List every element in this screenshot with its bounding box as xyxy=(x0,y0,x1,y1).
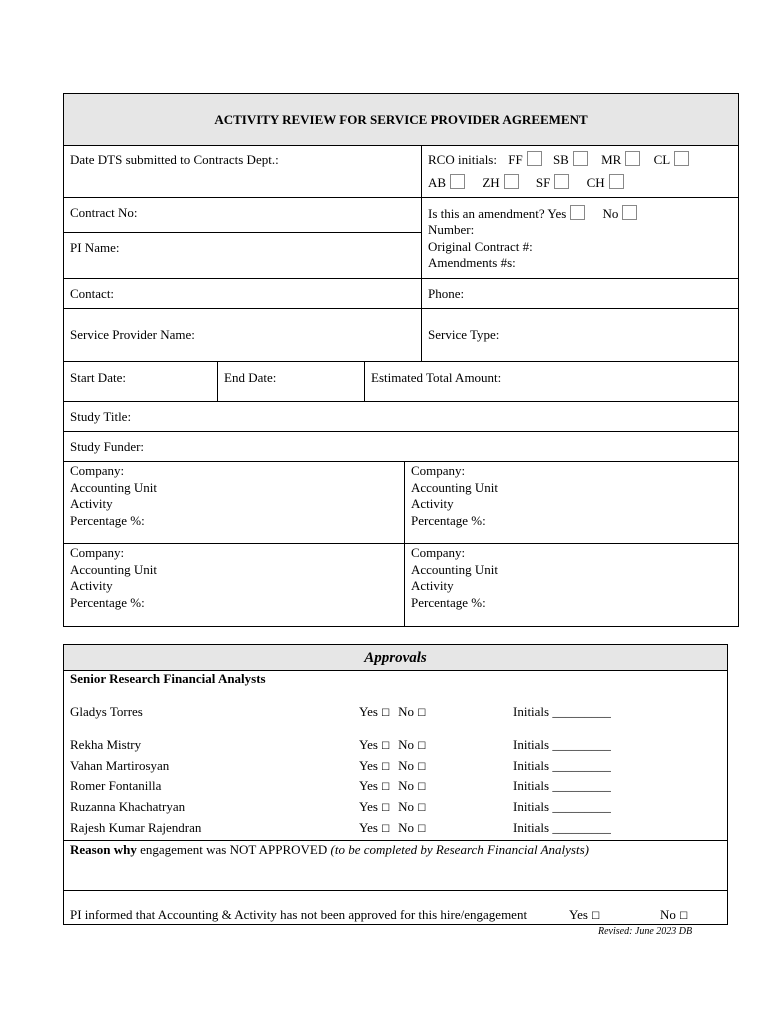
service-provider-name-label: Service Provider Name: xyxy=(70,327,195,342)
rco-label: RCO initials: xyxy=(428,152,497,167)
yes-label: Yes xyxy=(359,778,378,793)
rco-ch-label: CH xyxy=(586,175,605,190)
approvals-subtitle: Senior Research Financial Analysts xyxy=(70,671,266,686)
rco-sf-checkbox[interactable] xyxy=(554,174,569,189)
activity-review-form xyxy=(63,93,739,627)
initials-field[interactable]: Initials _________ xyxy=(513,778,611,793)
rco-ch-checkbox[interactable] xyxy=(609,174,624,189)
no-label: No xyxy=(398,778,415,793)
accounting-unit-label: Accounting Unit xyxy=(70,479,158,495)
analyst-name: Gladys Torres xyxy=(70,704,143,719)
company-label: Company: xyxy=(70,545,125,560)
phone-label: Phone: xyxy=(428,286,465,301)
rco-zh-label: ZH xyxy=(482,175,500,190)
no-checkbox[interactable]: ☐ xyxy=(417,708,427,719)
analyst-name: Rajesh Kumar Rajendran xyxy=(70,820,202,835)
initials-field[interactable]: Initials _________ xyxy=(513,737,611,752)
pi-name-label: PI Name: xyxy=(70,240,120,255)
no-label: No xyxy=(398,799,415,814)
service-type-label: Service Type: xyxy=(428,327,500,342)
analyst-name: Rekha Mistry xyxy=(70,737,142,752)
date-dts-label: Date DTS submitted to Contracts Dept.: xyxy=(70,152,279,167)
reason-line xyxy=(70,842,589,858)
yes-no-options xyxy=(359,778,426,796)
rco-initials-row1 xyxy=(428,151,689,168)
yes-label: Yes xyxy=(359,799,378,814)
company-block-3 xyxy=(70,545,157,611)
contract-no-label: Contract No: xyxy=(70,205,138,220)
yes-no-options xyxy=(359,737,426,755)
no-label: No xyxy=(398,704,415,719)
company-block-1 xyxy=(70,463,157,529)
yes-no-options xyxy=(359,820,426,838)
rco-initials-row2 xyxy=(428,174,624,191)
estimated-total-label: Estimated Total Amount: xyxy=(371,370,502,385)
pi-no-checkbox[interactable]: ☐ xyxy=(679,911,689,922)
rco-sb-label: SB xyxy=(552,152,569,167)
yes-checkbox[interactable]: ☐ xyxy=(381,741,391,752)
yes-checkbox[interactable]: ☐ xyxy=(381,803,391,814)
no-label: No xyxy=(398,737,415,752)
pi-informed-yes[interactable] xyxy=(569,907,600,925)
yes-no-options xyxy=(359,704,426,722)
initials-field[interactable]: Initials _________ xyxy=(513,704,611,719)
amendment-yes-checkbox[interactable] xyxy=(570,205,585,220)
no-checkbox[interactable]: ☐ xyxy=(417,741,427,752)
activity-label: Activity xyxy=(70,496,113,511)
amendment-no-label: No xyxy=(602,206,619,221)
rco-sf-label: SF xyxy=(535,175,551,190)
activity-label: Activity xyxy=(411,578,454,593)
yes-no-options xyxy=(359,758,426,776)
rco-ff-label: FF xyxy=(508,152,523,167)
no-checkbox[interactable]: ☐ xyxy=(417,782,427,793)
rco-cl-label: CL xyxy=(653,152,671,167)
pi-informed-no[interactable] xyxy=(660,907,688,925)
approvals-title: Approvals xyxy=(364,650,427,666)
percentage-label: Percentage %: xyxy=(70,594,145,610)
company-block-4 xyxy=(411,545,498,611)
initials-field[interactable]: Initials _________ xyxy=(513,820,611,835)
percentage-label: Percentage %: xyxy=(411,594,486,610)
activity-label: Activity xyxy=(411,496,454,511)
no-checkbox[interactable]: ☐ xyxy=(417,824,427,835)
reason-text: engagement was NOT APPROVED xyxy=(140,842,328,857)
company-label: Company: xyxy=(70,463,125,478)
rco-ab-label: AB xyxy=(428,175,447,190)
yes-no-options xyxy=(359,799,426,817)
no-label: No xyxy=(398,820,415,835)
accounting-unit-label: Accounting Unit xyxy=(411,561,499,577)
pi-yes-label: Yes xyxy=(569,907,588,922)
percentage-label: Percentage %: xyxy=(411,512,486,528)
amendments-label: Amendments #s: xyxy=(428,255,516,270)
rco-sb-checkbox[interactable] xyxy=(573,151,588,166)
yes-label: Yes xyxy=(359,737,378,752)
pi-no-label: No xyxy=(660,907,676,922)
analyst-name: Romer Fontanilla xyxy=(70,778,162,793)
form-title: ACTIVITY REVIEW FOR SERVICE PROVIDER AGREEMENT xyxy=(214,112,588,127)
pi-yes-checkbox[interactable]: ☐ xyxy=(591,911,601,922)
study-funder-label: Study Funder: xyxy=(70,439,145,454)
original-contract-label: Original Contract #: xyxy=(428,238,533,254)
rco-zh-checkbox[interactable] xyxy=(504,174,519,189)
analyst-name: Ruzanna Khachatryan xyxy=(70,799,186,814)
company-label: Company: xyxy=(411,545,466,560)
activity-label: Activity xyxy=(70,578,113,593)
pi-informed-text: PI informed that Accounting & Activity has not been approved for this hire/engagement xyxy=(70,907,528,922)
initials-field[interactable]: Initials _________ xyxy=(513,799,611,814)
yes-label: Yes xyxy=(359,758,378,773)
amendment-no-checkbox[interactable] xyxy=(622,205,637,220)
amendment-question xyxy=(428,205,637,222)
rco-cl-checkbox[interactable] xyxy=(674,151,689,166)
end-date-label: End Date: xyxy=(224,370,277,385)
company-block-2 xyxy=(411,463,498,529)
yes-checkbox[interactable]: ☐ xyxy=(381,762,391,773)
no-checkbox[interactable]: ☐ xyxy=(417,762,427,773)
no-checkbox[interactable]: ☐ xyxy=(417,803,427,814)
accounting-unit-label: Accounting Unit xyxy=(411,479,499,495)
amendment-yes-label: Is this an amendment? Yes xyxy=(428,206,567,221)
start-date-label: Start Date: xyxy=(70,370,126,385)
no-label: No xyxy=(398,758,415,773)
amendment-details xyxy=(428,222,533,272)
rco-ff-checkbox[interactable] xyxy=(527,151,542,166)
rco-mr-label: MR xyxy=(601,152,622,167)
rco-mr-checkbox[interactable] xyxy=(625,151,640,166)
study-title-label: Study Title: xyxy=(70,409,132,424)
initials-field[interactable]: Initials _________ xyxy=(513,758,611,773)
yes-label: Yes xyxy=(359,820,378,835)
yes-checkbox[interactable]: ☐ xyxy=(381,782,391,793)
reason-italic: (to be completed by Research Financial Analysts) xyxy=(330,842,589,857)
number-label: Number: xyxy=(428,222,475,237)
rco-ab-checkbox[interactable] xyxy=(450,174,465,189)
reason-bold: Reason why xyxy=(70,842,137,857)
yes-checkbox[interactable]: ☐ xyxy=(381,708,391,719)
accounting-unit-label: Accounting Unit xyxy=(70,561,158,577)
yes-checkbox[interactable]: ☐ xyxy=(381,824,391,835)
analyst-name: Vahan Martirosyan xyxy=(70,758,170,773)
company-label: Company: xyxy=(411,463,466,478)
revised-note: Revised: June 2023 DB xyxy=(598,926,693,937)
yes-label: Yes xyxy=(359,704,378,719)
percentage-label: Percentage %: xyxy=(70,512,145,528)
contact-label: Contact: xyxy=(70,286,115,301)
